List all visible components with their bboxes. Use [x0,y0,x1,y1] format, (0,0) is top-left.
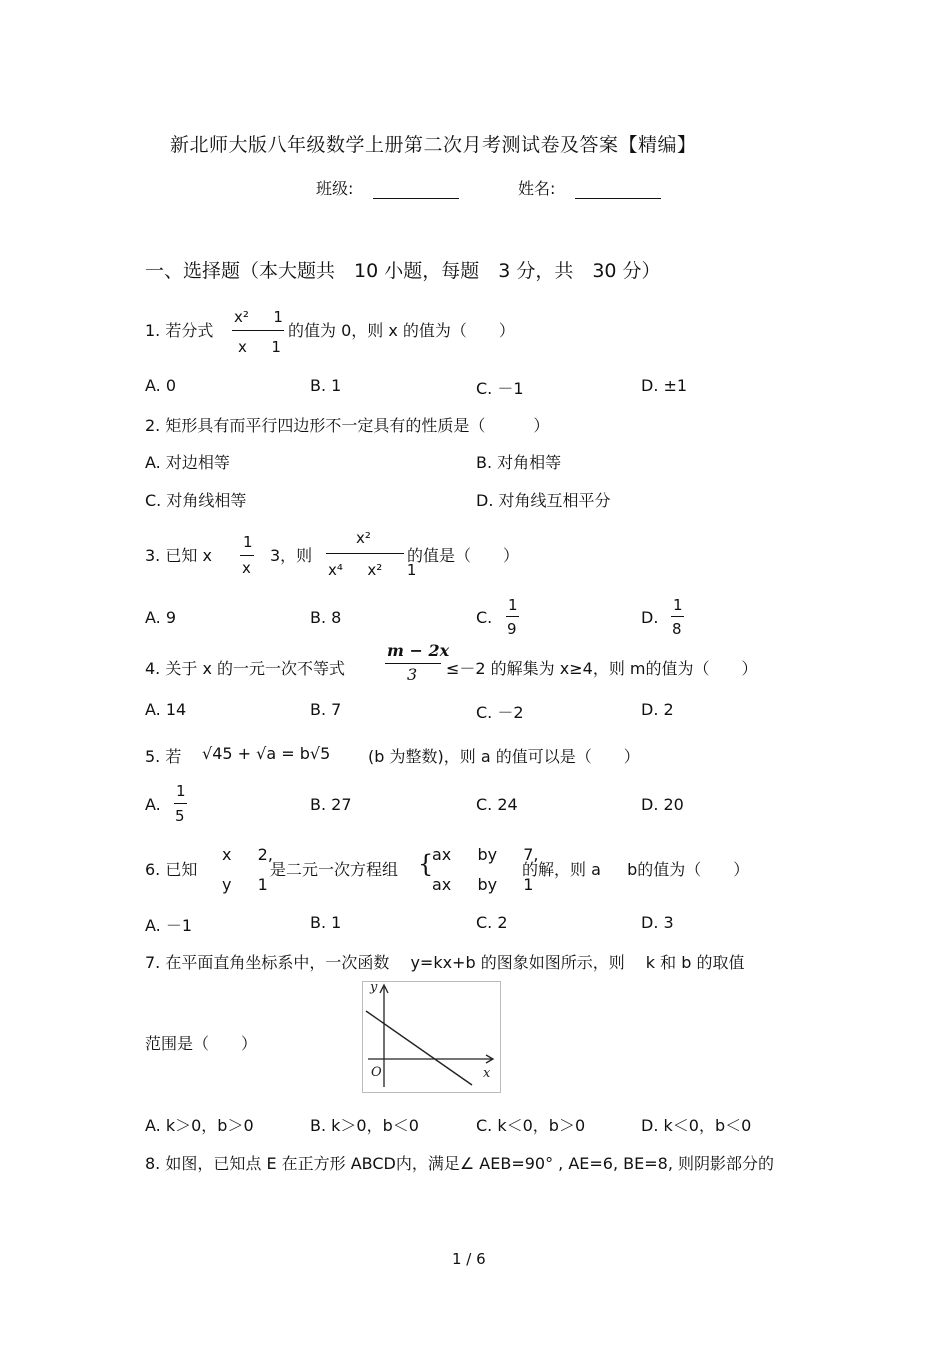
q1-option-a[interactable]: A. 0 [145,376,177,395]
class-field [316,176,459,199]
q7-text: 7. 在平面直角坐标系中，一次函数 y=kx+b 的图象如图所示，则 k 和 b 的取值 [145,953,745,972]
q6-option-a[interactable]: A. －1 [145,916,193,935]
q3-option-c-numerator: 1 [508,596,518,614]
q3-option-d-bar [671,616,684,617]
q6-mid: 是二元一次方程组 [270,860,399,879]
q7-graph-border [363,982,501,1093]
q5-expression: √45 + √a = b√5 [202,744,331,763]
q7-origin-label: O [371,1065,382,1080]
q1-denominator: x 1 [238,338,281,356]
q4-prefix: 4. 关于 x 的一元一次不等式 [145,659,345,678]
q2-text: 2. 矩形具有而平行四边形不一定具有的性质是（ ） [145,416,550,435]
section-heading: 一、选择题（本大题共 10 小题，每题 3 分，共 30 分） [145,260,661,282]
q4-option-c[interactable]: C. －2 [476,703,524,722]
q3-f2-denominator: x⁴ x² 1 [328,561,417,579]
q3-option-c-bar [506,616,519,617]
q7-graph [362,981,501,1093]
q3-mid: 3，则 [270,546,313,565]
q3-option-a[interactable]: A. 9 [145,608,177,627]
document-title: 新北师大版八年级数学上册第二次月考测试卷及答案【精编】 [170,134,697,156]
q5-option-a-numerator: 1 [176,782,186,800]
q4-option-b[interactable]: B. 7 [310,700,342,719]
q5-prefix: 5. 若 [145,747,182,766]
name-label: 姓名: [518,179,556,198]
q2-option-a[interactable]: A. 对边相等 [145,453,230,472]
q6-option-b[interactable]: B. 1 [310,913,342,932]
q3-f2-bar [326,553,404,554]
q1-numerator: x² 1 [234,308,283,326]
q3-option-d-numerator: 1 [673,596,683,614]
q5-option-d[interactable]: D. 20 [641,795,684,814]
q3-option-b[interactable]: B. 8 [310,608,342,627]
q5-option-b[interactable]: B. 27 [310,795,352,814]
q1-suffix: 的值为 0，则 x 的值为（ ） [288,321,515,340]
q7-text-2: 范围是（ ） [145,1034,258,1053]
name-field [518,176,661,199]
q1-fraction-bar [232,330,284,331]
q7-option-a[interactable]: A. k＞0，b＞0 [145,1116,254,1135]
q5-option-c[interactable]: C. 24 [476,795,518,814]
q1-option-c[interactable]: C. －1 [476,379,524,398]
q6-prefix: 6. 已知 [145,860,198,879]
q4-denominator: 3 [407,665,418,684]
q2-option-d[interactable]: D. 对角线互相平分 [476,491,611,510]
q1-option-b[interactable]: B. 1 [310,376,342,395]
q6-option-c[interactable]: C. 2 [476,913,508,932]
page-number: 1 / 6 [452,1250,486,1268]
q5-option-a-denominator: 5 [175,807,185,825]
q4-numerator: m − 2x [387,641,450,660]
q8-text: 8. 如图，已知点 E 在正方形 ABCD内，满足∠ AEB=90° , AE=6, BE=8, 则阴影部分的 [145,1154,774,1173]
q7-option-b[interactable]: B. k＞0，b＜0 [310,1116,419,1135]
q3-f1-numerator: 1 [243,533,253,551]
q7-option-d[interactable]: D. k＜0，b＜0 [641,1116,752,1135]
q3-prefix: 3. 已知 x [145,546,212,565]
q7-x-label: x [483,1066,491,1081]
q4-fraction-bar [385,663,441,664]
q1-option-d[interactable]: D. ±1 [641,376,688,395]
q3-option-d[interactable]: D. [641,608,659,627]
q3-suffix: 的值是（ ） [407,546,520,565]
q3-f2-numerator: x² [356,529,371,547]
q4-option-d[interactable]: D. 2 [641,700,674,719]
q5-option-a-bar [174,803,187,804]
q5-suffix: (b 为整数)，则 a 的值可以是（ ） [368,747,640,766]
q6-option-d[interactable]: D. 3 [641,913,674,932]
q2-option-b[interactable]: B. 对角相等 [476,453,562,472]
q7-option-c[interactable]: C. k＜0，b＞0 [476,1116,586,1135]
class-label: 班级: [316,179,354,198]
q3-option-c-denominator: 9 [507,620,517,638]
q1-prefix: 1. 若分式 [145,321,214,340]
q4-suffix: ≤－2 的解集为 x≥4，则 m的值为（ ） [446,659,758,678]
q3-option-c[interactable]: C. [476,608,493,627]
q7-y-label: y [370,981,378,995]
q3-option-d-denominator: 8 [672,620,682,638]
q6-system-top: ax by 7, [432,845,539,864]
q3-f1-denominator: x [242,559,251,577]
q6-solution-top: x 2, [222,845,273,864]
q4-option-a[interactable]: A. 14 [145,700,187,719]
class-blank [373,182,459,199]
q3-f1-bar [240,555,254,556]
q6-brace: { [418,850,434,878]
q5-option-a[interactable]: A. [145,795,161,814]
q6-system-bottom: ax by 1 [432,875,534,894]
q2-option-c[interactable]: C. 对角线相等 [145,491,247,510]
q6-suffix: 的解，则 a b的值为（ ） [522,860,750,879]
name-blank [575,182,661,199]
q6-solution-bottom: y 1 [222,875,268,894]
